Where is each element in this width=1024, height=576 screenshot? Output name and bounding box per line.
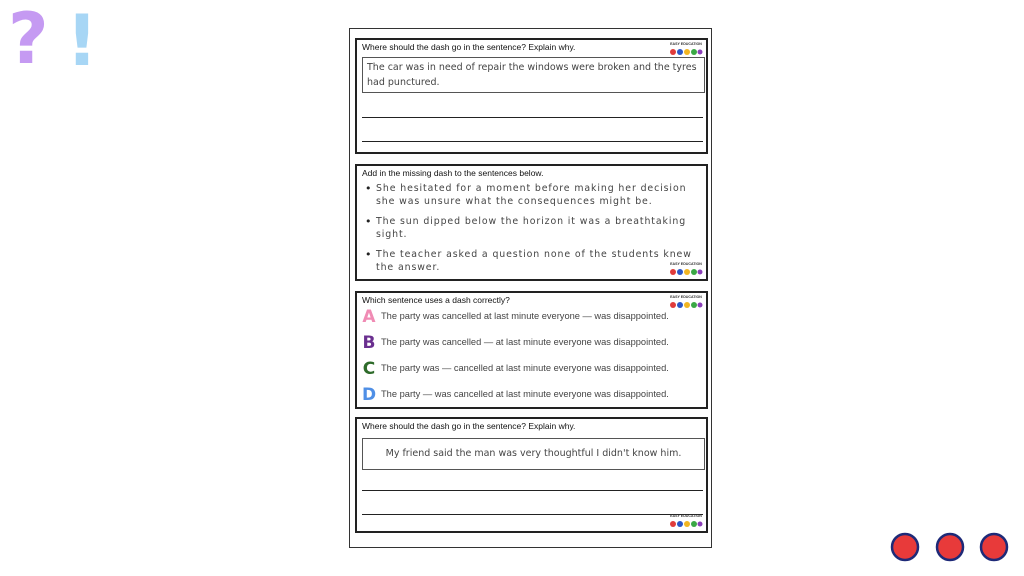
question-title: Where should the dash go in the sentence? Explain why. [362, 421, 576, 431]
sentence-box: The car was in need of repair the windows were broken and the tyres had punctured. [362, 57, 705, 93]
question-title: Add in the missing dash to the sentences below. [362, 168, 544, 178]
option-text: The party was cancelled — at last minute everyone was disappointed. [381, 337, 669, 347]
answer-line [362, 117, 703, 118]
answer-option-d[interactable] [361, 386, 706, 404]
question-card-2 [355, 164, 708, 281]
easy-education-logo: EASY EDUCATION [669, 42, 703, 58]
progress-dots [888, 530, 1016, 564]
question-mark-decoration: ? [8, 0, 49, 80]
worksheet-page [349, 28, 712, 548]
answer-option-c[interactable] [361, 360, 706, 378]
sentence-box: My friend said the man was very thoughtful I didn't know him. [362, 438, 705, 470]
option-letter: A [362, 307, 376, 327]
progress-dot-2[interactable] [937, 534, 963, 560]
exclamation-mark-decoration: ! [66, 0, 98, 82]
list-item: • The sun dipped below the horizon it was a breathtaking sight. [362, 215, 704, 241]
easy-education-logo: EASY EDUCATION [669, 514, 703, 530]
answer-line [362, 490, 703, 491]
question-card-4 [355, 417, 708, 533]
option-text: The party was cancelled at last minute everyone — was disappointed. [381, 311, 669, 321]
answer-line [362, 514, 703, 515]
option-text: The party was — cancelled at last minute everyone was disappointed. [381, 363, 669, 373]
answer-option-a[interactable] [361, 308, 706, 326]
option-text: The party — was cancelled at last minute everyone was disappointed. [381, 389, 669, 399]
progress-dot-1[interactable] [892, 534, 918, 560]
question-card-3 [355, 291, 708, 409]
easy-education-logo: EASY EDUCATION [669, 295, 703, 311]
progress-dot-3[interactable] [981, 534, 1007, 560]
question-title: Where should the dash go in the sentence? Explain why. [362, 42, 576, 52]
question-card-1 [355, 38, 708, 154]
answer-line [362, 141, 703, 142]
question-title: Which sentence uses a dash correctly? [362, 295, 510, 305]
list-item: • The teacher asked a question none of the students knew the answer. [362, 248, 704, 274]
easy-education-logo: EASY EDUCATION [669, 262, 703, 278]
option-letter: B [362, 333, 376, 353]
option-letter: C [362, 359, 376, 379]
sentence-list [362, 182, 704, 281]
list-item: • She hesitated for a moment before making her decision she was unsure what the consequences might be. [362, 182, 704, 208]
option-letter: D [361, 385, 377, 405]
answer-option-b[interactable] [361, 334, 706, 352]
